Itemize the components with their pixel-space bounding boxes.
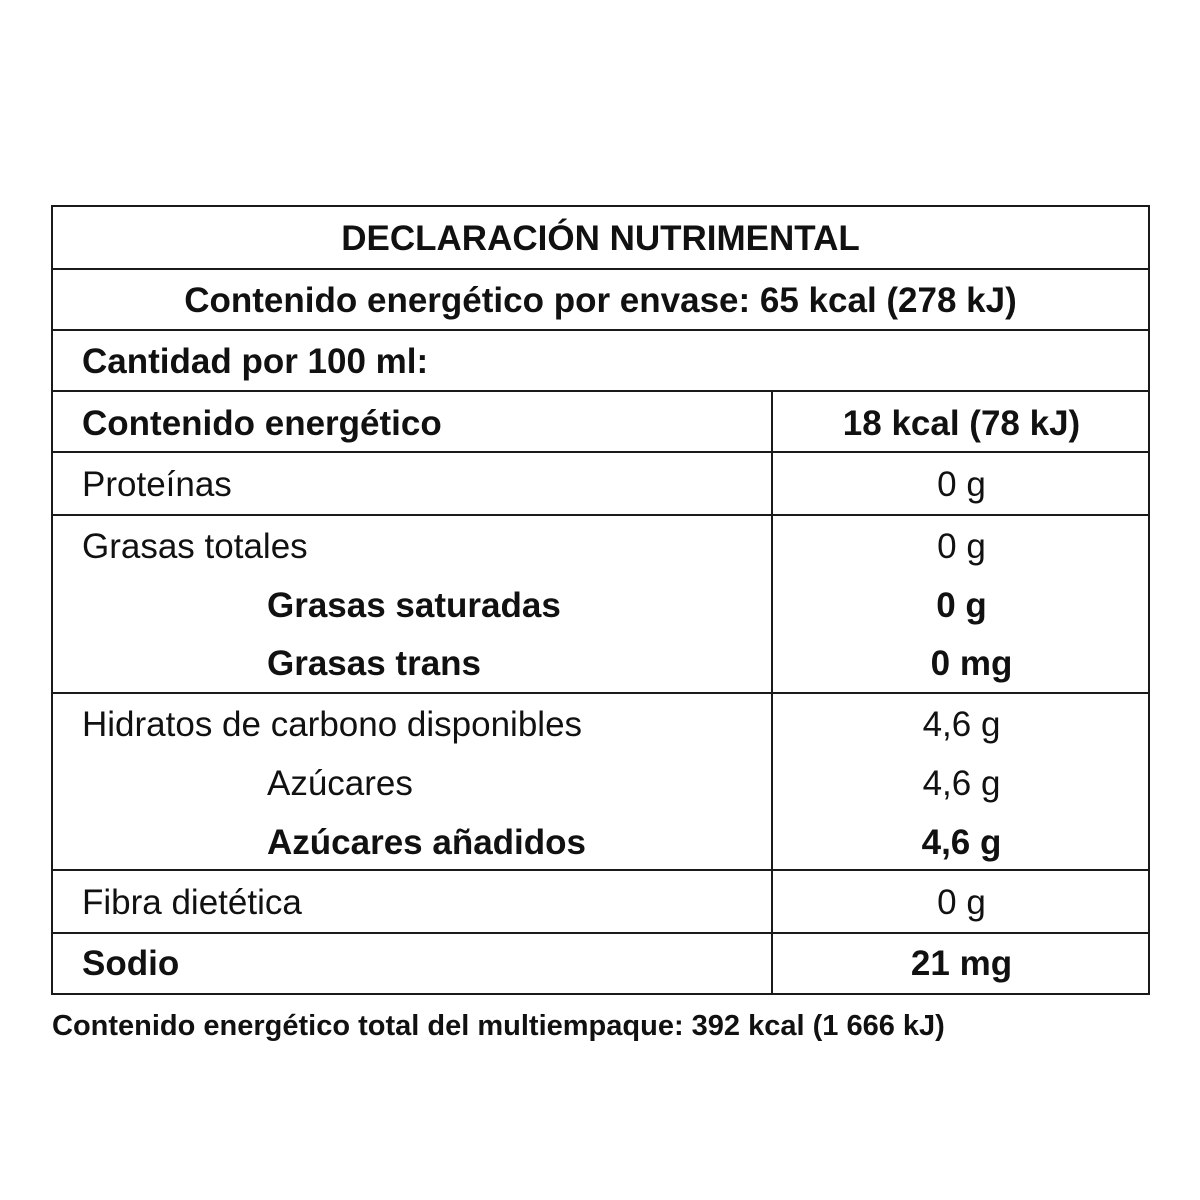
- row-divider: [53, 692, 1148, 694]
- nutrient-name-total-fat: Grasas totales: [82, 527, 308, 566]
- nutrient-name-added-sugars: Azúcares añadidos: [267, 823, 586, 862]
- nutrient-name-energy: Contenido energético: [82, 404, 442, 443]
- nutrient-value-sugars: 4,6 g: [922, 764, 1001, 803]
- nutrient-value-total-fat: 0 g: [937, 527, 986, 566]
- nutrition-facts-table: [51, 205, 1150, 995]
- nutrient-name-trans-fat: Grasas trans: [267, 644, 482, 683]
- nutrient-value-fiber: 0 g: [937, 883, 986, 922]
- row-divider: [53, 932, 1148, 934]
- row-divider: [53, 390, 1148, 392]
- nutrient-value-carbohydrates: 4,6 g: [922, 705, 1001, 744]
- nutrient-name-protein: Proteínas: [82, 465, 232, 504]
- table-title: DECLARACIÓN NUTRIMENTAL: [341, 219, 860, 258]
- row-divider: [53, 329, 1148, 331]
- nutrient-name-fiber: Fibra dietética: [82, 883, 302, 922]
- serving-basis: Cantidad por 100 ml:: [82, 342, 429, 381]
- multipack-energy-footnote: Contenido energético total del multiempaque: 392 kcal (1 666 kJ): [52, 1010, 945, 1042]
- nutrient-value-saturated-fat: 0 g: [936, 586, 987, 625]
- nutrient-name-sugars: Azúcares: [267, 764, 413, 803]
- nutrient-name-saturated-fat: Grasas saturadas: [267, 586, 561, 625]
- row-divider: [53, 514, 1148, 516]
- nutrient-value-protein: 0 g: [937, 465, 986, 504]
- nutrient-value-sodium: 21 mg: [910, 944, 1013, 983]
- nutrient-value-added-sugars: 4,6 g: [921, 823, 1002, 862]
- row-divider: [53, 451, 1148, 453]
- nutrient-name-carbohydrates: Hidratos de carbono disponibles: [82, 705, 583, 744]
- nutrient-value-trans-fat: 0 mg: [930, 644, 1013, 683]
- nutrient-name-sodium: Sodio: [82, 944, 180, 983]
- row-divider: [53, 869, 1148, 871]
- row-divider: [53, 268, 1148, 270]
- nutrient-value-energy: 18 kcal (78 kJ): [842, 404, 1081, 443]
- energy-per-package: Contenido energético por envase: 65 kcal (278 kJ): [184, 281, 1017, 320]
